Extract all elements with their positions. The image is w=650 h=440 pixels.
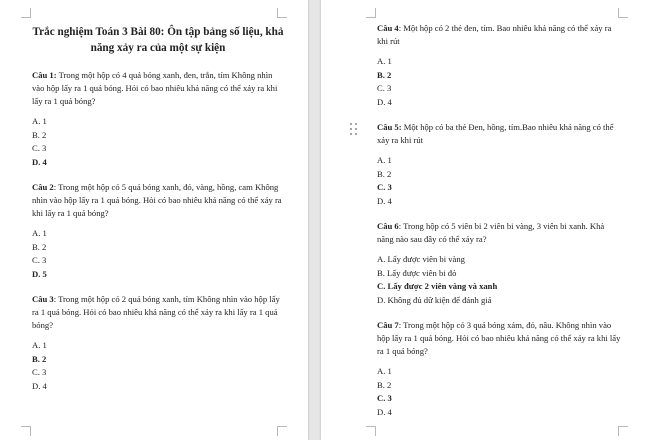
answer-options [32,227,284,281]
question-number: Câu 2 [32,182,54,192]
answer-option[interactable]: D. 4 [377,195,392,206]
question-number: Câu 6 [377,221,399,231]
page-corner-mark [277,8,287,18]
answer-options [377,365,621,419]
answer-option[interactable]: D. 4 [32,380,47,391]
answer-option-correct[interactable]: C. 3 [377,182,392,192]
answer-option[interactable]: D. 4 [377,406,392,417]
question-list [32,69,284,393]
answer-option[interactable]: A. 1 [32,116,47,126]
question-number: Câu 3 [32,294,54,304]
page-corner-mark [21,426,31,436]
question-text[interactable] [377,319,621,358]
document-page-left [0,0,308,440]
answer-option-correct[interactable]: B. 2 [32,353,47,364]
question-body: : Một hộp có 2 thẻ đen, tím. Bao nhiêu khả năng có thể xảy ra khi rút [377,23,612,46]
question-text[interactable] [377,220,621,246]
answer-option[interactable]: B. 2 [32,241,47,252]
question-text[interactable] [32,293,284,332]
answer-options [377,154,621,208]
question-text[interactable] [32,69,284,108]
answer-option-correct[interactable]: C. 3 [377,393,392,403]
question-body: Một hộp có ba thẻ Đen, hồng, tím.Bao nhiêu khả năng có thể xảy ra khi rút [377,122,614,145]
answer-option[interactable]: C. 3 [32,367,47,377]
answer-option-correct[interactable]: C. Lấy được 2 viên vàng và xanh [377,281,498,291]
question-text[interactable] [377,121,621,147]
question-text[interactable] [32,181,284,220]
question-body: : Trong một hộp có 2 quả bóng xanh, tím Không nhìn vào hộp lấy ra 1 quả bóng. Hỏi có bao nhiêu khả năng có thể xảy ra khi lấy ra 1 quả bóng? [32,294,280,330]
answer-options [377,253,621,307]
document-page-right [321,0,650,440]
answer-option[interactable]: A. 1 [377,366,392,376]
paragraph-drag-handle-icon[interactable] [350,123,358,136]
page-corner-mark [21,8,31,18]
document-title[interactable]: Trắc nghiệm Toán 3 Bài 80: Ôn tập bảng số liệu, khả năng xảy ra của một sự kiện [32,26,284,54]
question-number: Câu 1: [32,70,57,80]
page-corner-mark [618,8,628,18]
answer-option[interactable]: B. 2 [32,129,47,140]
answer-option[interactable]: B. 2 [377,379,392,390]
answer-option[interactable]: C. 3 [32,255,47,265]
answer-option[interactable]: A. 1 [377,56,392,66]
answer-options [377,55,621,109]
answer-option-correct[interactable]: B. 2 [377,69,392,80]
page-corner-mark [366,8,376,18]
answer-option[interactable]: A. Lấy được viên bi vàng [377,254,465,264]
answer-option[interactable]: A. 1 [32,228,47,238]
question-body: : Trong một hộp có 3 quả bóng xám, đỏ, nâu. Không nhìn vào hộp lấy ra 1 quả bóng. Hỏi có bao nhiêu khả năng có thể xảy ra khi lấy ra 1 quả bóng? [377,320,621,356]
question-body: : Trong một hộp có 5 quả bóng xanh, đỏ, vàng, hồng, cam Không nhìn vào hộp lấy ra 1 quả bóng. Hỏi có bao nhiêu khả năng có thể xảy ra khi lấy ra 1 quả bóng? [32,182,282,218]
question-number: Câu 4 [377,23,399,33]
question-list [377,22,621,419]
answer-option[interactable]: C. 3 [377,83,392,93]
answer-option[interactable]: C. 3 [32,143,47,153]
question-number: Câu 5: [377,122,402,132]
page-corner-mark [366,426,376,436]
question-body: Trong một hộp có 4 quả bóng xanh, đen, trắn, tím Không nhìn vào hộp lấy ra 1 quả bóng. Hỏi có bao nhiêu khả năng có thể xảy ra khi lấy ra 1 quả bóng? [32,70,278,106]
answer-option[interactable]: D. 4 [377,96,392,107]
question-text[interactable] [377,22,621,48]
answer-options [32,339,284,393]
answer-options [32,115,284,169]
answer-option[interactable]: B. 2 [377,168,392,179]
answer-option[interactable]: B. Lấy được viên bi đỏ [377,267,457,278]
question-number: Câu 7 [377,320,399,330]
answer-option[interactable]: A. 1 [377,155,392,165]
answer-option-correct[interactable]: D. 5 [32,268,47,279]
answer-option-correct[interactable]: D. 4 [32,156,47,167]
answer-option[interactable]: A. 1 [32,340,47,350]
question-body: : Trong hộp có 5 viên bi 2 viên bi vàng, 3 viên bi xanh. Khả năng nào sau đây có thể xảy ra? [377,221,605,244]
answer-option[interactable]: D. Không đủ dữ kiện để đánh giá [377,294,492,305]
page-corner-mark [277,426,287,436]
